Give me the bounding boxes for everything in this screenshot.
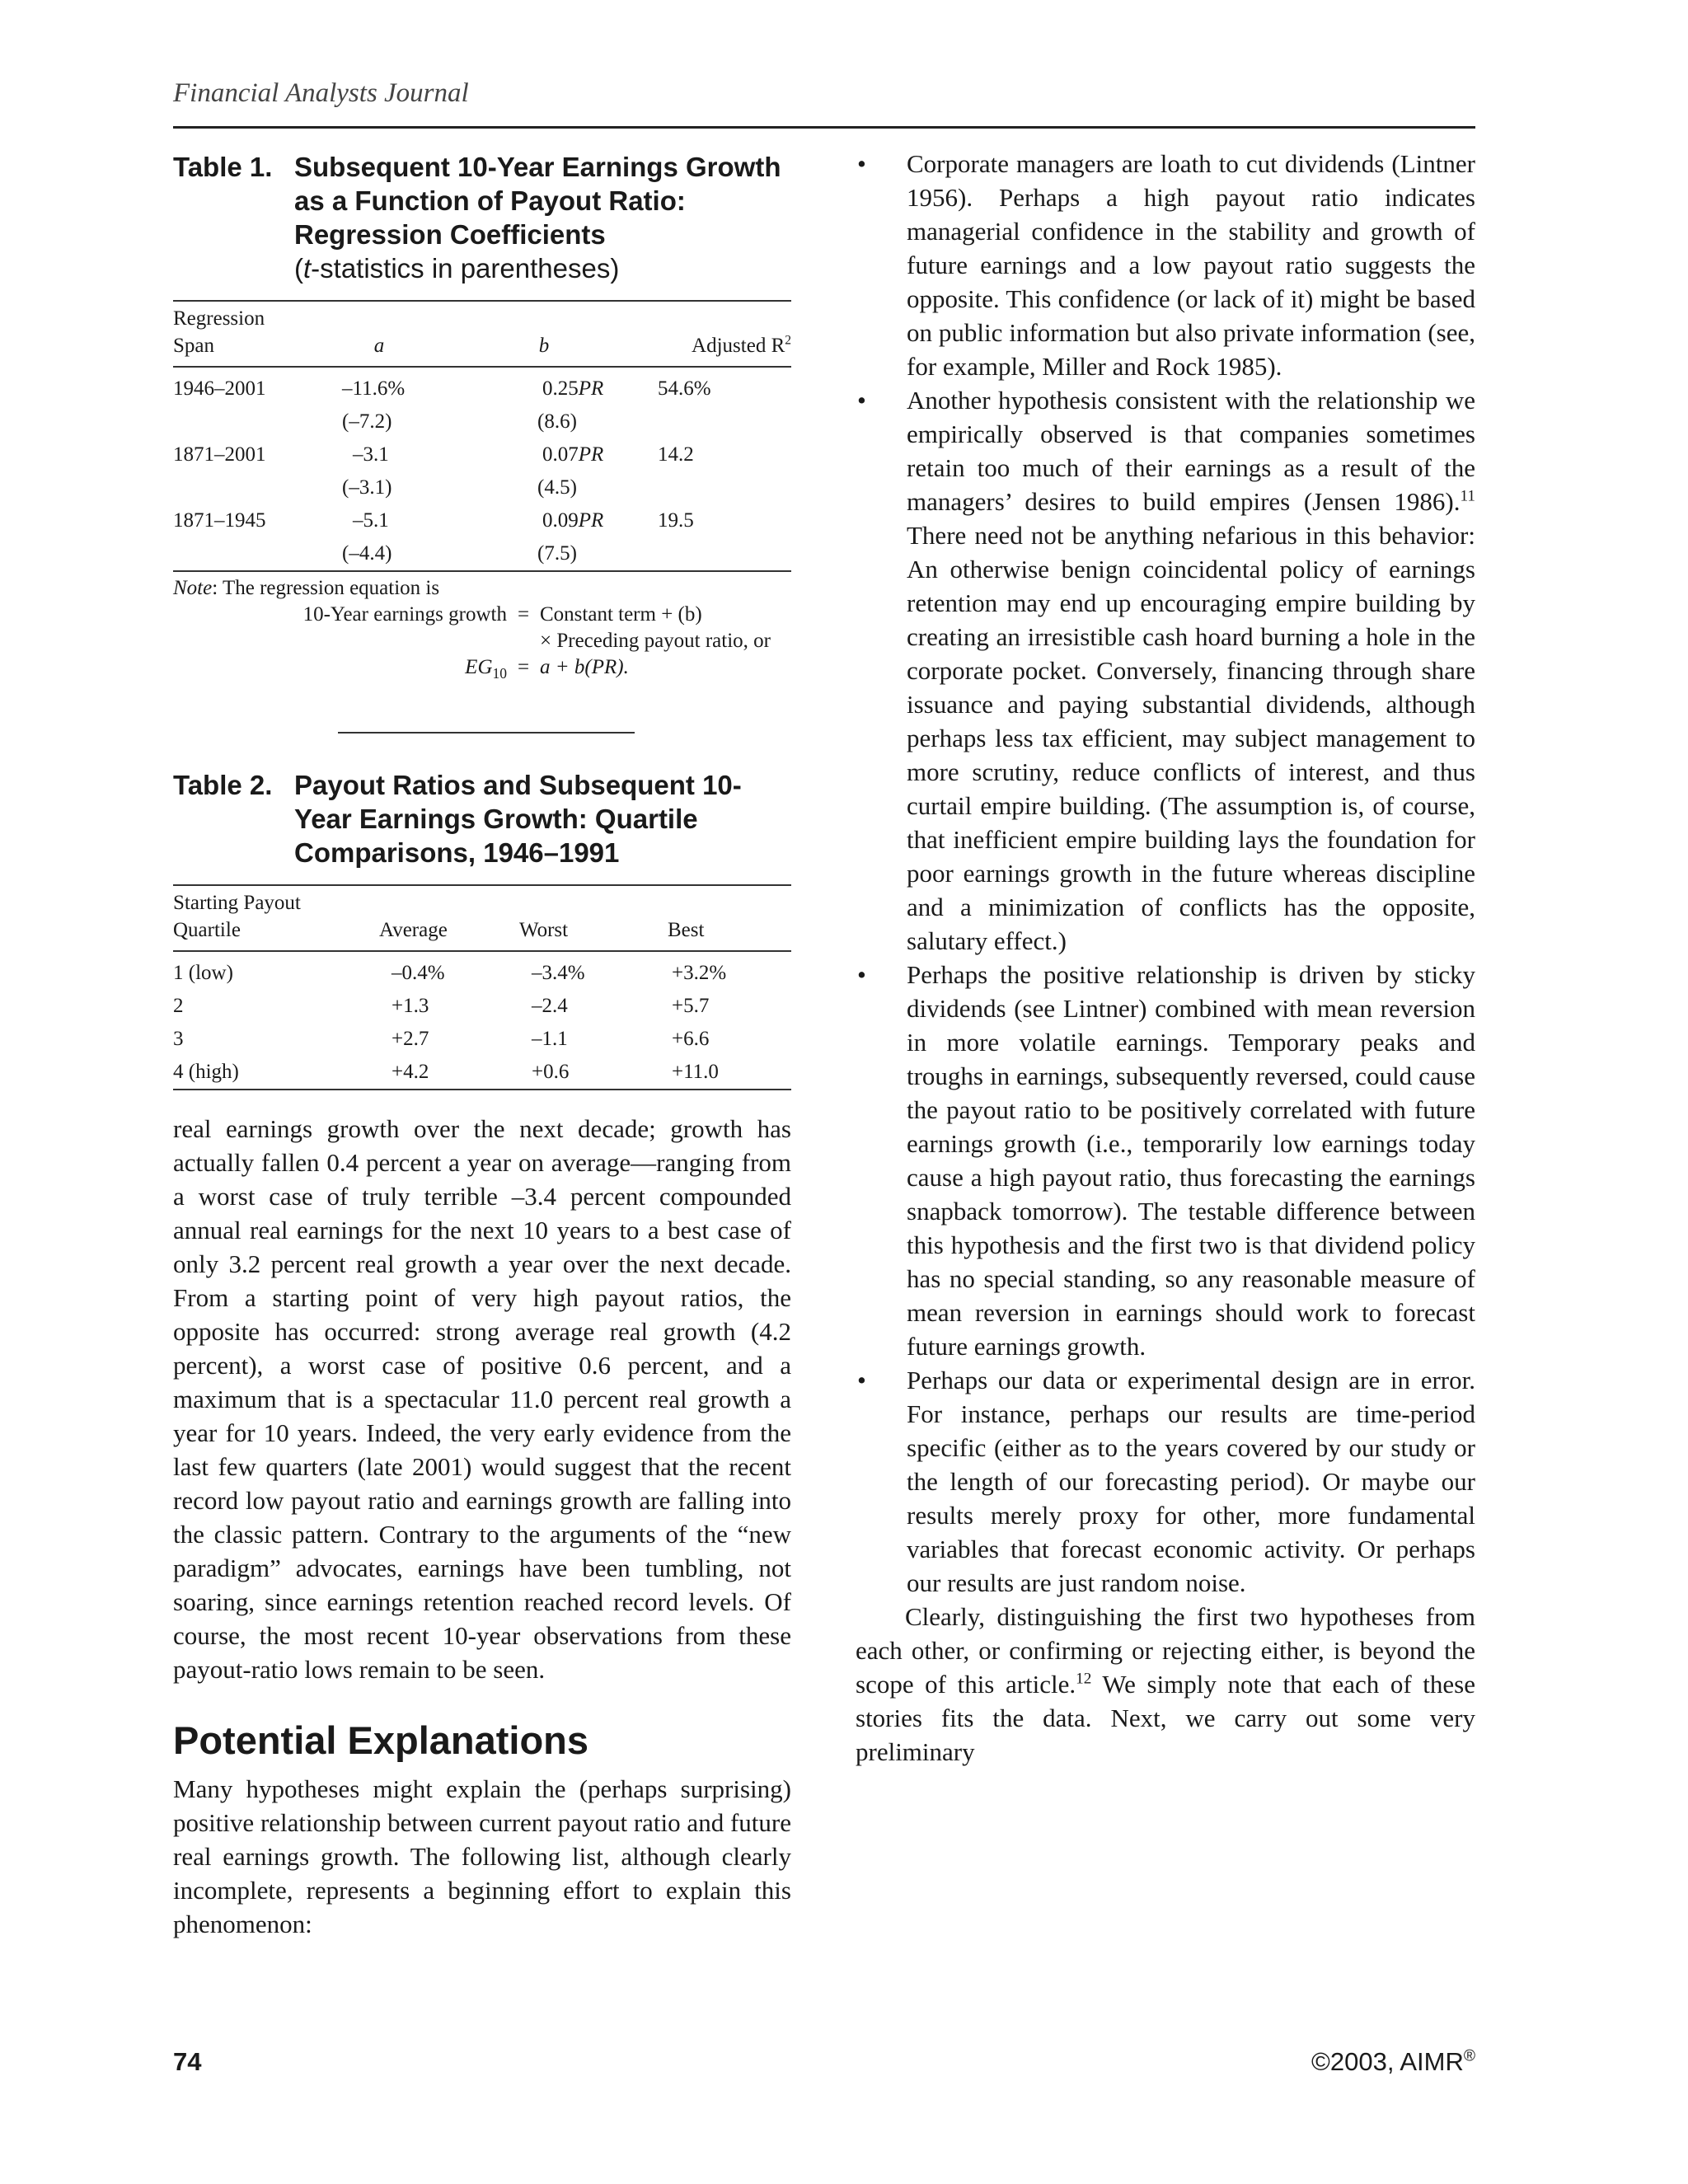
table2-cell-best: +11.0 bbox=[672, 1061, 719, 1083]
table1-cell-span: 1946–2001 bbox=[173, 377, 266, 400]
table1-cell-r2: 19.5 bbox=[658, 509, 694, 532]
table1-row bbox=[173, 438, 791, 471]
table1-col-span: Regression Span bbox=[173, 307, 265, 357]
table2-col-average: Average bbox=[379, 919, 448, 941]
bullet-icon: • bbox=[857, 960, 866, 989]
table2-cell-best: +5.7 bbox=[672, 995, 710, 1017]
table1-row-tstat bbox=[173, 471, 791, 504]
table2-cell-best: +3.2% bbox=[672, 962, 727, 984]
hypothesis-item: • Perhaps the positive relationship is driven by sticky dividends (see Lintner) combined with mean reversion in more volatile earnings. Temporary peaks and troughs in earnings, subsequently reversed, could cause the payout ratio to be positively correlated with future earnings growth (i.e., temporarily low earnings today cause a high payout ratio, thus forecasting the earnings snapback tomorrow). The testable difference between this hypothesis and the first two is that dividend policy has no special standing, so any reasonable measure of mean reversion in earnings should work to forecast future earnings growth. bbox=[856, 958, 1475, 1363]
table2-number: Table 2. bbox=[173, 770, 273, 800]
section-heading: Potential Explanations bbox=[173, 1718, 589, 1762]
closing-paragraph: Clearly, distinguishing the first two hypotheses from each other, or confirming or rejecting either, is beyond the scope of this article.$^{12}$ We simply note that each of these stories fits the data. Next, we carry out some very preliminary bbox=[856, 1602, 1475, 1766]
table1-row bbox=[173, 504, 791, 537]
table1-row-tstat bbox=[173, 537, 791, 571]
table2-row bbox=[173, 1023, 791, 1056]
table2-cell-worst: –1.1 bbox=[532, 1028, 568, 1050]
table2-cell-quartile: 2 bbox=[173, 995, 184, 1017]
table1-cell-r2: 14.2 bbox=[658, 443, 694, 466]
table2-cell-average: +1.3 bbox=[392, 995, 429, 1017]
page-number: 74 bbox=[173, 2047, 202, 2076]
hypothesis-item: • Perhaps our data or experimental design are in error. For instance, perhaps our results are time-period specific (either as to the years covered by our study or the length of our forecasting period). Or maybe our results merely proxy for other, more fundamental variables that forecast economic activity. Or perhaps our results are just random noise. bbox=[856, 1363, 1475, 1600]
table1-cell-r2: 54.6% bbox=[658, 377, 711, 400]
table1-cell-a: –5.1 bbox=[353, 509, 389, 532]
table1 bbox=[173, 300, 791, 572]
table1-header-row bbox=[173, 301, 791, 367]
table2-cell-quartile: 1 (low) bbox=[173, 962, 233, 984]
table1-cell-a-tstat: (–3.1) bbox=[342, 476, 392, 499]
equation-line-3: $EG_{10}$ = a + b(PR). bbox=[465, 656, 629, 682]
table2-cell-average: +2.7 bbox=[392, 1028, 429, 1050]
table1-col-b: b bbox=[538, 335, 550, 357]
table2-cell-quartile: 3 bbox=[173, 1028, 184, 1050]
table1-cell-span: 1871–1945 bbox=[173, 509, 266, 532]
table2-col-worst: Worst bbox=[519, 919, 569, 941]
table2-cell-average: +4.2 bbox=[392, 1061, 429, 1083]
table1-row-tstat bbox=[173, 405, 791, 438]
table2-col-quartile: Starting Payout Quartile bbox=[173, 892, 301, 941]
footnote-ref: 12 bbox=[1076, 1670, 1092, 1688]
section-intro-paragraph: Many hypotheses might explain the (perhaps surprising) positive relationship between current payout ratio and future real earnings growth. The following list, although clearly incomplete, represents a beginning effort to explain this phenomenon: bbox=[173, 1774, 791, 1938]
hypothesis-item: • Corporate managers are loath to cut dividends (Lintner 1956). Perhaps a high payout ratio indicates managerial confidence in the stability and growth of future earnings and a low payout ratio suggests the opposite. This confidence (or lack of it) might be based on public information but also private information (see, for example, Miller and Rock 1985). bbox=[856, 147, 1475, 383]
table2-cell-worst: +0.6 bbox=[532, 1061, 570, 1083]
table1-cell-b-tstat: (8.6) bbox=[537, 410, 577, 433]
hypothesis-list bbox=[856, 147, 1475, 1600]
table2-cell-quartile: 4 (high) bbox=[173, 1061, 239, 1083]
table2-caption bbox=[173, 768, 791, 869]
table1-cell-a-tstat: (–4.4) bbox=[342, 542, 392, 565]
table2-cell-best: +6.6 bbox=[672, 1028, 710, 1050]
table2-row bbox=[173, 1056, 791, 1090]
table1-cell-b-tstat: (4.5) bbox=[537, 476, 577, 499]
table1-cell-span: 1871–2001 bbox=[173, 443, 266, 466]
table1-cell-a: –11.6% bbox=[342, 377, 406, 400]
table2-cell-average: –0.4% bbox=[392, 962, 445, 984]
table1-col-a: a bbox=[373, 335, 385, 357]
right-column bbox=[856, 147, 1475, 1769]
table1-cell-b-tstat: (7.5) bbox=[537, 542, 577, 565]
body-paragraph: real earnings growth over the next decade; growth has actually fallen 0.4 percent a year on average—ranging from a worst case of truly terrible –3.4 percent compounded annual real earnings for the next 10 years to a best case of only 3.2 percent real growth a year over the next decade. From a starting point of very high payout ratios, the opposite has occurred: strong average real growth (4.2 percent), a worst case of positive 0.6 percent, and a maximum that is a spectacular 11.0 percent real growth a year for 10 years. Indeed, the very early evidence from the last few quarters (late 2001) would suggest that the recent record low payout ratio and earnings growth are falling into the classic pattern. Contrary to the arguments of the “new paradigm” advocates, earnings have been tumbling, not soaring, since earnings retention reached record levels. Of course, the most recent 10-year observations from these payout-ratio lows remain to be seen. bbox=[173, 1114, 791, 1684]
table2-cell-worst: –2.4 bbox=[532, 995, 568, 1017]
table1-cell-a-tstat: (–7.2) bbox=[342, 410, 392, 433]
table1-subtitle: (t-statistics in parentheses) bbox=[294, 253, 620, 284]
table1-number: Table 1. bbox=[173, 152, 273, 182]
table1-col-r2: Adjusted $R^2$ bbox=[692, 333, 791, 357]
journal-title: Financial Analysts Journal bbox=[173, 78, 469, 108]
equation-line-1: 10-Year earnings growth = Constant term + (b) bbox=[302, 603, 702, 626]
bullet-icon: • bbox=[857, 1366, 866, 1394]
table2-row bbox=[173, 990, 791, 1023]
copyright-notice: ©2003, AIMR® bbox=[1311, 2047, 1475, 2076]
table1-note: Note: The regression equation is 10-Year earnings growth = Constant term + (b) × Preceding payout ratio, or $EG_{10}$ = a + b(PR). bbox=[173, 575, 791, 687]
page-header bbox=[173, 78, 1475, 129]
table2-cell-worst: –3.4% bbox=[532, 962, 585, 984]
equation-line-2: × Preceding payout ratio, or bbox=[540, 630, 771, 652]
table2-header-row bbox=[173, 885, 791, 951]
table1-cell-a: –3.1 bbox=[353, 443, 389, 466]
table2-col-best: Best bbox=[668, 919, 705, 941]
table1-cell-b: 0.09PR bbox=[542, 509, 604, 532]
table1-caption bbox=[173, 150, 791, 285]
hypothesis-item: • Another hypothesis consistent with the relationship we empirically observed is that companies sometimes retain too much of their earnings as a result of the managers’ desires to build empires (Jensen 1986).$^{11}$ There need not be anything nefarious in this behavior: An otherwise benign coincidental policy of earnings retention may end up encouraging empire building by creating an irresistible cash hoard burning a hole in the corporate pocket. Conversely, financing through share issuance and paying substantial dividends, although perhaps less tax efficient, may subject management to more scrutiny, reduce conflicts of interest, and thus curtail empire building. (The assumption is, of course, that inefficient empire building lays the foundation for poor earnings growth in the future whereas discipline and a minimization of conflicts has the opposite, salutary effect.) bbox=[856, 383, 1475, 958]
table2-row bbox=[173, 951, 791, 990]
table2 bbox=[173, 884, 791, 1090]
table1-title: Subsequent 10-Year Earnings Growth as a Function of Payout Ratio: Regression Coefficients bbox=[294, 152, 781, 250]
table1-row bbox=[173, 367, 791, 405]
table-separator bbox=[338, 732, 635, 733]
bullet-icon: • bbox=[857, 386, 866, 415]
bullet-icon: • bbox=[857, 149, 866, 178]
table2-title: Payout Ratios and Subsequent 10-Year Earnings Growth: Quartile Comparisons, 1946–1991 bbox=[294, 770, 742, 868]
left-column bbox=[173, 150, 791, 1941]
table1-cell-b: 0.25PR bbox=[542, 377, 604, 400]
table1-cell-b: 0.07PR bbox=[542, 443, 604, 466]
footnote-ref: 11 bbox=[1460, 487, 1475, 505]
